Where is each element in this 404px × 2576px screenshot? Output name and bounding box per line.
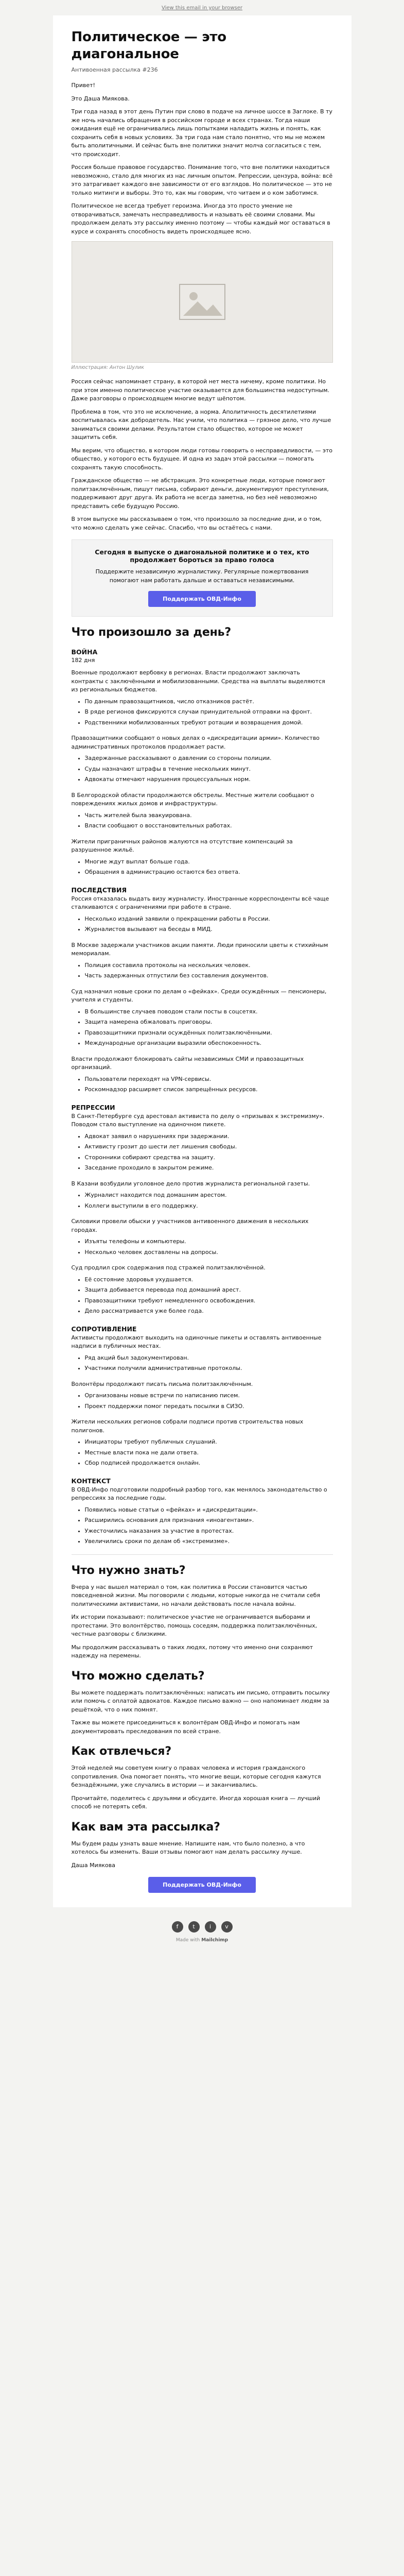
- news-item: [72, 1418, 333, 1468]
- bullet-point: • Адвокат заявил о нарушениях при задержании.: [85, 1132, 333, 1141]
- donate-box: [72, 539, 333, 617]
- bullet-point: • Защита добивается перевода под домашний арест.: [85, 1286, 333, 1295]
- bullet-point: • Сторонники собирают средства на защиту.: [85, 1154, 333, 1162]
- news-item-text: Суд назначил новые сроки по делам о «фейках». Среди осуждённых — пенсионеры, учителя и студенты.: [71, 988, 327, 1003]
- body-section: [72, 378, 333, 532]
- paragraph: Привет!: [71, 82, 95, 89]
- bullet-point: • В ряде регионов фиксируются случаи принудительной отправки на фронт.: [85, 708, 333, 717]
- support-button[interactable]: Поддержать ОВД-Инфо: [148, 1877, 256, 1893]
- subsection-title-consequences: ПОСЛЕДСТВИЯ: [71, 886, 127, 894]
- news-item: [72, 1112, 333, 1173]
- news-item-bullets: [72, 811, 333, 831]
- bullet-point: • Несколько изданий заявили о прекращении работы в России.: [85, 915, 333, 924]
- bullet-point: • Пользователи переходят на VPN-сервисы.: [85, 1075, 333, 1084]
- bullet-point: • Изъяты телефоны и компьютеры.: [85, 1238, 333, 1246]
- divider: [72, 1554, 333, 1555]
- illustration-caption: Иллюстрация: Антон Шулик: [71, 365, 144, 370]
- paragraph: Их истории показывают: политическое участие не ограничивается выборами и протестами. Это волонтёрство, помощь соседям, поддержка политзаключённых, честные разговоры с близкими.: [71, 1614, 317, 1637]
- news-item: [72, 1055, 333, 1094]
- news-item-text: Военные продолжают вербовку в регионах. Власти продолжают заключать контракты с заключёнными и мобилизованными. Средства на выплаты выделяются из региональных бюджетов.: [71, 669, 325, 693]
- social-icon[interactable]: i: [205, 1921, 216, 1933]
- intro-section: [72, 81, 333, 236]
- view-in-browser[interactable]: View this email in your browser: [161, 5, 243, 11]
- newsletter-body: [53, 15, 352, 1907]
- bullet-point: • Правозащитники признали осуждённых политзаключёнными.: [85, 1029, 333, 1038]
- news-item-text: Правозащитники сообщают о новых делах о «дискредитации армии». Количество административных протоколов продолжает расти.: [71, 735, 320, 750]
- news-item: [72, 734, 333, 784]
- feedback-text: [72, 1840, 333, 1870]
- bullet-point: • Родственники мобилизованных требуют ротации и возвращения домой.: [85, 719, 333, 727]
- newsletter-title: Политическое — это диагональное: [71, 29, 226, 62]
- subsection-title-resistance: СОПРОТИВЛЕНИЕ: [71, 1325, 137, 1333]
- news-item-bullets: [72, 1354, 333, 1373]
- bullet-point: • Проект поддержки помог передать посылки в СИЗО.: [85, 1402, 333, 1411]
- bullet-point: • Журналист находится под домашним арестом.: [85, 1191, 333, 1200]
- news-item-bullets: [72, 698, 333, 727]
- bullet-point: • Журналистов вызывают на беседы в МИД.: [85, 925, 333, 934]
- news-item-bullets: [72, 1132, 333, 1173]
- news-item-bullets: [72, 1008, 333, 1048]
- news-item-text: В Санкт-Петербурге суд арестовал активиста по делу о «призывах к экстремизму». Поводом стало выступление на одиночном пикете.: [71, 1112, 325, 1128]
- war-day-count: 182 дня: [71, 657, 95, 664]
- bullet-point: • Местные власти пока не дали ответа.: [85, 1449, 333, 1458]
- social-icon[interactable]: f: [172, 1921, 183, 1933]
- resistance-items: [72, 1334, 333, 1468]
- bullet-point: • Её состояние здоровья ухудшается.: [85, 1276, 333, 1284]
- bullet-point: • Участники получили административные протоколы.: [85, 1364, 333, 1373]
- bullet-point: • Задержанные рассказывают о давлении со стороны полиции.: [85, 754, 333, 763]
- bullet-point: • Роскомнадзор расширяет список запрещённых ресурсов.: [85, 1086, 333, 1094]
- edition-label: Антивоенная рассылка #236: [71, 66, 158, 73]
- paragraph: Мы верим, что общество, в котором люди готовы говорить о несправедливости, — это общество, у которого есть будущее. И одна из задач этой рассылки — помогать сохранять такую способность.: [71, 447, 333, 471]
- bullet-point: • Часть жителей была эвакуирована.: [85, 811, 333, 820]
- bullet-point: • Международные организации выразили обеспокоенность.: [85, 1039, 333, 1048]
- paragraph: Политическое не всегда требует героизма. Иногда это просто умение не отворачиваться, замечать несправедливость и называть её своими словами. Мы продолжаем делать эту рассылку именно поэтому — чтобы каждый мог оставаться в курсе и сохранять способность видеть происходящее ясно.: [71, 202, 330, 235]
- news-item-text: В ОВД-Инфо подготовили подробный разбор того, как менялось законодательство о репрессиях за последние годы.: [71, 1486, 327, 1501]
- bullet-point: • Часть задержанных отпустили без составления документов.: [85, 972, 333, 980]
- news-item-bullets: [72, 1438, 333, 1468]
- news-item-bullets: [72, 858, 333, 877]
- news-item-text: Волонтёры продолжают писать письма политзаключённым.: [71, 1380, 253, 1387]
- paragraph: Даша Миякова: [71, 1861, 115, 1869]
- paragraph: Россия больше правовое государство. Понимание того, что вне политики находиться невозможно, стало для многих из нас личным опытом. Репрессии, цензура, война: всё это затрагивает каждого вне зависимости от его взглядов. Но политическое — это не только митинги и выборы. Это то, как мы говорим, что читаем и о ком заботимся.: [71, 164, 333, 196]
- bullet-point: • Защита намерена обжаловать приговоры.: [85, 1018, 333, 1027]
- news-item: [72, 1180, 333, 1211]
- donate-box-text: Поддержите независимую журналистику. Регулярные пожертвования помогают нам работать дальше и оставаться независимыми.: [95, 568, 309, 584]
- context-items: [72, 1486, 333, 1546]
- social-links: [172, 1921, 233, 1933]
- paragraph: Гражданское общество — не абстракция. Это конкретные люди, которые помогают политзаключённым, пишут письма, собирают деньги, документируют преступления, поддерживают друг друга. Их работа не всегда заметна, но без неё невозможно представить себе будущую Россию.: [71, 477, 329, 510]
- news-item-text: Силовики провели обыски у участников антивоенного движения в нескольких городах.: [71, 1218, 309, 1233]
- news-item-text: Россия отказалась выдать визу журналисту. Иностранные корреспонденты всё чаще сталкиваются с ограничениями при работе в стране.: [71, 895, 329, 910]
- section-title-what-happened: Что произошло за день?: [71, 626, 231, 639]
- news-item: [72, 1217, 333, 1257]
- bullet-point: • Суды назначают штрафы в течение нескольких минут.: [85, 765, 333, 774]
- news-item: [72, 1486, 333, 1546]
- news-item: [72, 1264, 333, 1316]
- social-icon[interactable]: t: [188, 1921, 200, 1933]
- paragraph: Россия сейчас напоминает страну, в которой нет места ничему, кроме политики. Но при этом именно политическое участие оказывается для большинства недоступным. Даже разговоры о происходящем многие ведут шёпотом.: [71, 378, 330, 402]
- donate-button[interactable]: Поддержать ОВД-Инфо: [148, 591, 256, 607]
- news-item-text: В Казани возбудили уголовное дело против журналиста региональной газеты.: [71, 1180, 310, 1187]
- subsection-title-war: ВОЙНА: [71, 648, 98, 656]
- what-to-do-text: [72, 1689, 333, 1736]
- paragraph: Вы можете поддержать политзаключённых: написать им письмо, отправить посылку или помочь с оплатой адвокатов. Каждое письмо важно — оно напоминает людям за решёткой, что о них помнят.: [71, 1689, 330, 1713]
- bullet-point: • По данным правозащитников, число отказников растёт.: [85, 698, 333, 706]
- section-title-what-to-do: Что можно сделать?: [71, 1669, 205, 1683]
- bullet-point: • Инициаторы требуют публичных слушаний.: [85, 1438, 333, 1447]
- paragraph: Мы продолжим рассказывать о таких людях, потому что именно они сохраняют надежду на перемены.: [71, 1643, 313, 1659]
- bullet-point: • Ряд акций был задокументирован.: [85, 1354, 333, 1363]
- news-item: [72, 988, 333, 1048]
- news-item-bullets: [72, 961, 333, 980]
- section-title-distraction: Как отвлечься?: [71, 1745, 171, 1758]
- news-item-text: Власти продолжают блокировать сайты независимых СМИ и правозащитных организаций.: [71, 1055, 304, 1071]
- bullet-point: • Расширились основания для признания «иноагентами».: [85, 1516, 333, 1525]
- bullet-point: • Власти сообщают о восстановительных работах.: [85, 822, 333, 831]
- footer: [0, 1907, 404, 1958]
- illustration-image: [72, 241, 333, 363]
- news-item: [72, 669, 333, 727]
- bullet-point: • Многие ждут выплат больше года.: [85, 858, 333, 867]
- news-item: [72, 838, 333, 877]
- subsection-title-context: КОНТЕКСТ: [71, 1477, 111, 1485]
- news-item: [72, 1334, 333, 1373]
- paragraph: В этом выпуске мы рассказываем о том, что произошло за последние дни, и о том, что можно сделать уже сейчас. Спасибо, что вы остаётесь с нами.: [71, 516, 322, 531]
- made-with: Made with Mailchimp: [175, 1938, 229, 1943]
- news-item-bullets: [72, 1191, 333, 1210]
- what-to-know-text: [72, 1583, 333, 1660]
- news-item: [72, 941, 333, 980]
- bullet-point: • Несколько человек доставлены на допросы.: [85, 1248, 333, 1257]
- news-item-bullets: [72, 915, 333, 934]
- news-item-bullets: [72, 754, 333, 784]
- social-icon[interactable]: v: [221, 1921, 233, 1933]
- news-item-text: Жители нескольких регионов собрали подписи против строительства новых полигонов.: [71, 1418, 304, 1434]
- bullet-point: • Активисту грозит до шести лет лишения свободы.: [85, 1143, 333, 1151]
- bullet-point: • Увеличились сроки по делам об «экстремизме».: [85, 1537, 333, 1546]
- paragraph: Также вы можете присоединиться к волонтёрам ОВД-Инфо и помогать нам документировать преследования по всей стране.: [71, 1719, 300, 1735]
- news-item-text: Активисты продолжают выходить на одиночные пикеты и оставлять антивоенные надписи в публичных местах.: [71, 1334, 322, 1349]
- consequences-items: [72, 895, 333, 1094]
- news-item-text: Жители приграничных районов жалуются на отсутствие компенсаций за разрушенное жильё.: [71, 838, 293, 853]
- paragraph: Три года назад в этот день Путин при слово в подаче на личное шоссе в Заглоке. В ту же ночь начались обращения в российском городе и всех странах. Тогда наши ожидания ещё не ограничивались лишь попытками наладить жизнь и понять, как сохранить себя в новых условиях. За три года нам стало понятно, что мы не можем быть аполитичными. И сейчас быть вне политики значит молча согласиться с тем, что происходит.: [71, 108, 332, 158]
- section-title-feedback: Как вам эта рассылка?: [71, 1820, 220, 1834]
- bullet-point: • Коллеги выступили в его поддержку.: [85, 1202, 333, 1211]
- news-item-text: Суд продлил срок содержания под стражей политзаключённой.: [71, 1264, 266, 1271]
- news-item-bullets: [72, 1075, 333, 1094]
- news-item-bullets: [72, 1238, 333, 1257]
- bullet-point: • Организованы новые встречи по написанию писем.: [85, 1392, 333, 1400]
- news-item: [72, 791, 333, 831]
- subsection-title-repressions: РЕПРЕССИИ: [71, 1103, 115, 1111]
- bullet-point: • Заседание проходило в закрытом режиме.: [85, 1164, 333, 1173]
- bullet-point: • Адвокаты отмечают нарушения процессуальных норм.: [85, 775, 333, 784]
- news-item: [72, 895, 333, 934]
- war-items: [72, 669, 333, 877]
- news-item-bullets: [72, 1392, 333, 1411]
- bullet-point: • Обращения в администрацию остаются без ответа.: [85, 868, 333, 877]
- bullet-point: • Правозащитники требуют немедленного освобождения.: [85, 1297, 333, 1306]
- donate-box-title: Сегодня в выпуске о диагональной политике и о тех, кто продолжает бороться за право голоса: [95, 548, 309, 564]
- paragraph: Прочитайте, поделитесь с друзьями и обсудите. Иногда хорошая книга — лучший способ не потерять себя.: [71, 1794, 320, 1810]
- bullet-point: • Полиция составила протоколы на нескольких человек.: [85, 961, 333, 970]
- news-item: [72, 1380, 333, 1411]
- news-item-text: В Белгородской области продолжаются обстрелы. Местные жители сообщают о повреждениях жилых домов и инфраструктуры.: [71, 791, 314, 807]
- news-item-bullets: [72, 1506, 333, 1546]
- paragraph: Вчера у нас вышел материал о том, как политика в России становится частью повседневной жизни. Мы поговорили с людьми, которые никогда не считали себя политическими активистами, но начали действовать после начала войны.: [71, 1583, 321, 1607]
- bullet-point: • Появились новые статьи о «фейках» и «дискредитации».: [85, 1506, 333, 1515]
- news-item-text: В Москве задержали участников акции памяти. Люди приносили цветы к стихийным мемориалам.: [71, 941, 328, 957]
- news-item-bullets: [72, 1276, 333, 1316]
- section-title-what-to-know: Что нужно знать?: [71, 1564, 186, 1577]
- paragraph: Это Даша Миякова.: [71, 95, 130, 102]
- image-placeholder-icon: [179, 284, 225, 320]
- bullet-point: • Дело рассматривается уже более года.: [85, 1307, 333, 1316]
- paragraph: Проблема в том, что это не исключение, а норма. Аполитичность десятилетиями воспитывалась как добродетель. Нас учили, что политика — грязное дело, что лучше заниматься своими делами. Результатом стало общество, которое не может защитить себя.: [71, 408, 331, 440]
- bullet-point: • Ужесточились наказания за участие в протестах.: [85, 1527, 333, 1536]
- bullet-point: • Сбор подписей продолжается онлайн.: [85, 1459, 333, 1468]
- bullet-point: • В большинстве случаев поводом стали посты в соцсетях.: [85, 1008, 333, 1016]
- paragraph: Этой неделей мы советуем книгу о правах человека и история гражданского сопротивления. Она помогает понять, что многие вещи, которые сегодня кажутся безнадёжными, уже случались в истории — и заканчивались.: [71, 1765, 321, 1788]
- paragraph: Мы будем рады узнать ваше мнение. Напишите нам, что было полезно, а что хотелось бы изменить. Ваши отзывы помогают нам делать рассылку лучше.: [71, 1840, 305, 1855]
- distraction-text: [72, 1764, 333, 1811]
- repressions-items: [72, 1112, 333, 1316]
